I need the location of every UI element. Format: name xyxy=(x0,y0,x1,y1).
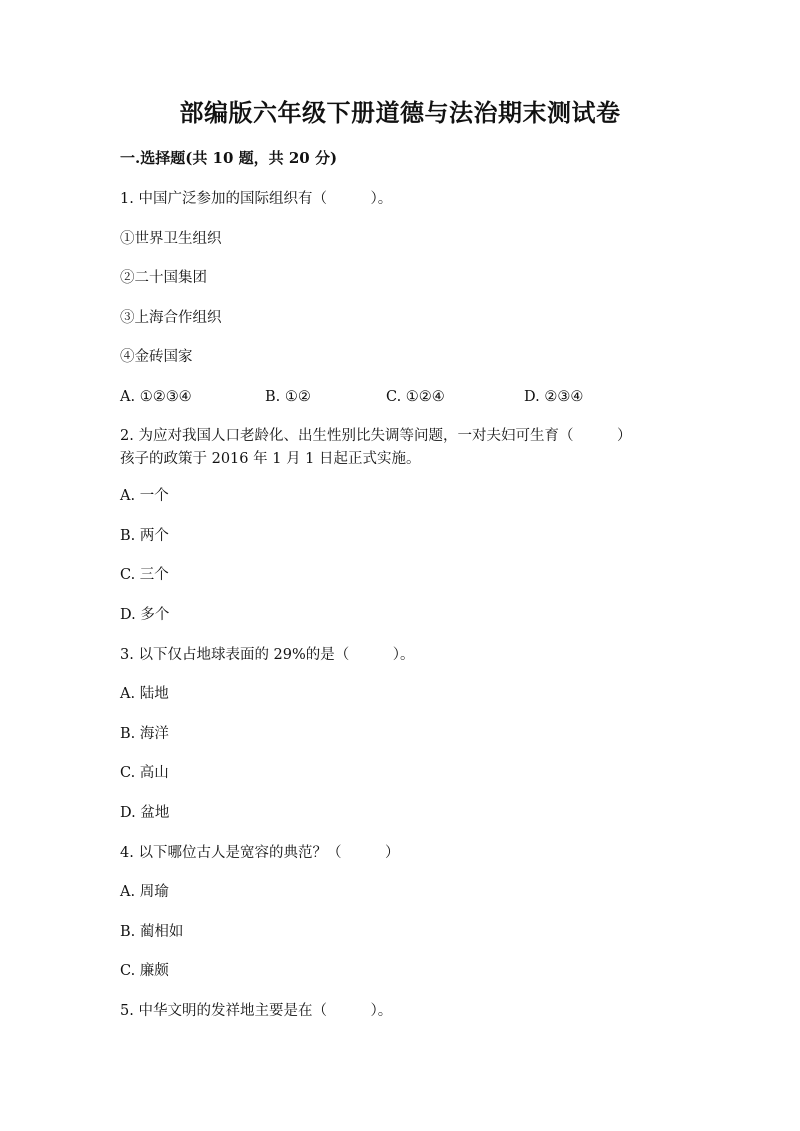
question-4-option-a: A. 周瑜 xyxy=(120,884,169,900)
question-2-option-b: B. 两个 xyxy=(120,528,169,544)
question-1-option-d: D. ②③④ xyxy=(524,389,584,405)
question-4-option-c: C. 廉颇 xyxy=(120,963,169,979)
question-1-option-c: C. ①②④ xyxy=(386,389,445,405)
question-2-option-d: D. 多个 xyxy=(120,607,170,623)
question-3-option-b: B. 海洋 xyxy=(120,726,169,742)
question-1-item: ③上海合作组织 xyxy=(120,310,222,326)
page-title: 部编版六年级下册道德与法治期末测试卷 xyxy=(179,98,621,127)
question-1-option-a: A. ①②③④ xyxy=(120,389,192,405)
section-heading: 一.选择题(共 10 题，共 20 分) xyxy=(120,149,338,167)
question-1-stem: 1. 中国广泛参加的国际组织有（ ）。 xyxy=(120,191,393,207)
question-3-option-d: D. 盆地 xyxy=(120,805,170,821)
question-4-option-b: B. 蔺相如 xyxy=(120,924,184,940)
question-2-option-a: A. 一个 xyxy=(120,488,169,504)
question-3-option-a: A. 陆地 xyxy=(120,686,169,702)
question-2-stem-line1: 2. 为应对我国人口老龄化、出生性别比失调等问题，一对夫妇可生育（ ） xyxy=(120,428,632,444)
question-1-option-b: B. ①② xyxy=(265,389,311,405)
question-1-item: ②二十国集团 xyxy=(120,270,207,286)
question-1-item: ①世界卫生组织 xyxy=(120,231,222,247)
question-5-stem: 5. 中华文明的发祥地主要是在（ ）。 xyxy=(120,1003,393,1019)
question-3-stem: 3. 以下仅占地球表面的 29%的是（ ）。 xyxy=(120,647,415,663)
question-2-option-c: C. 三个 xyxy=(120,567,169,583)
question-2-stem-line2: 孩子的政策于 2016 年 1 月 1 日起正式实施。 xyxy=(120,451,421,467)
question-3-option-c: C. 高山 xyxy=(120,765,169,781)
question-4-stem: 4. 以下哪位古人是宽容的典范？（ ） xyxy=(120,845,400,861)
question-1-item: ④金砖国家 xyxy=(120,349,193,365)
